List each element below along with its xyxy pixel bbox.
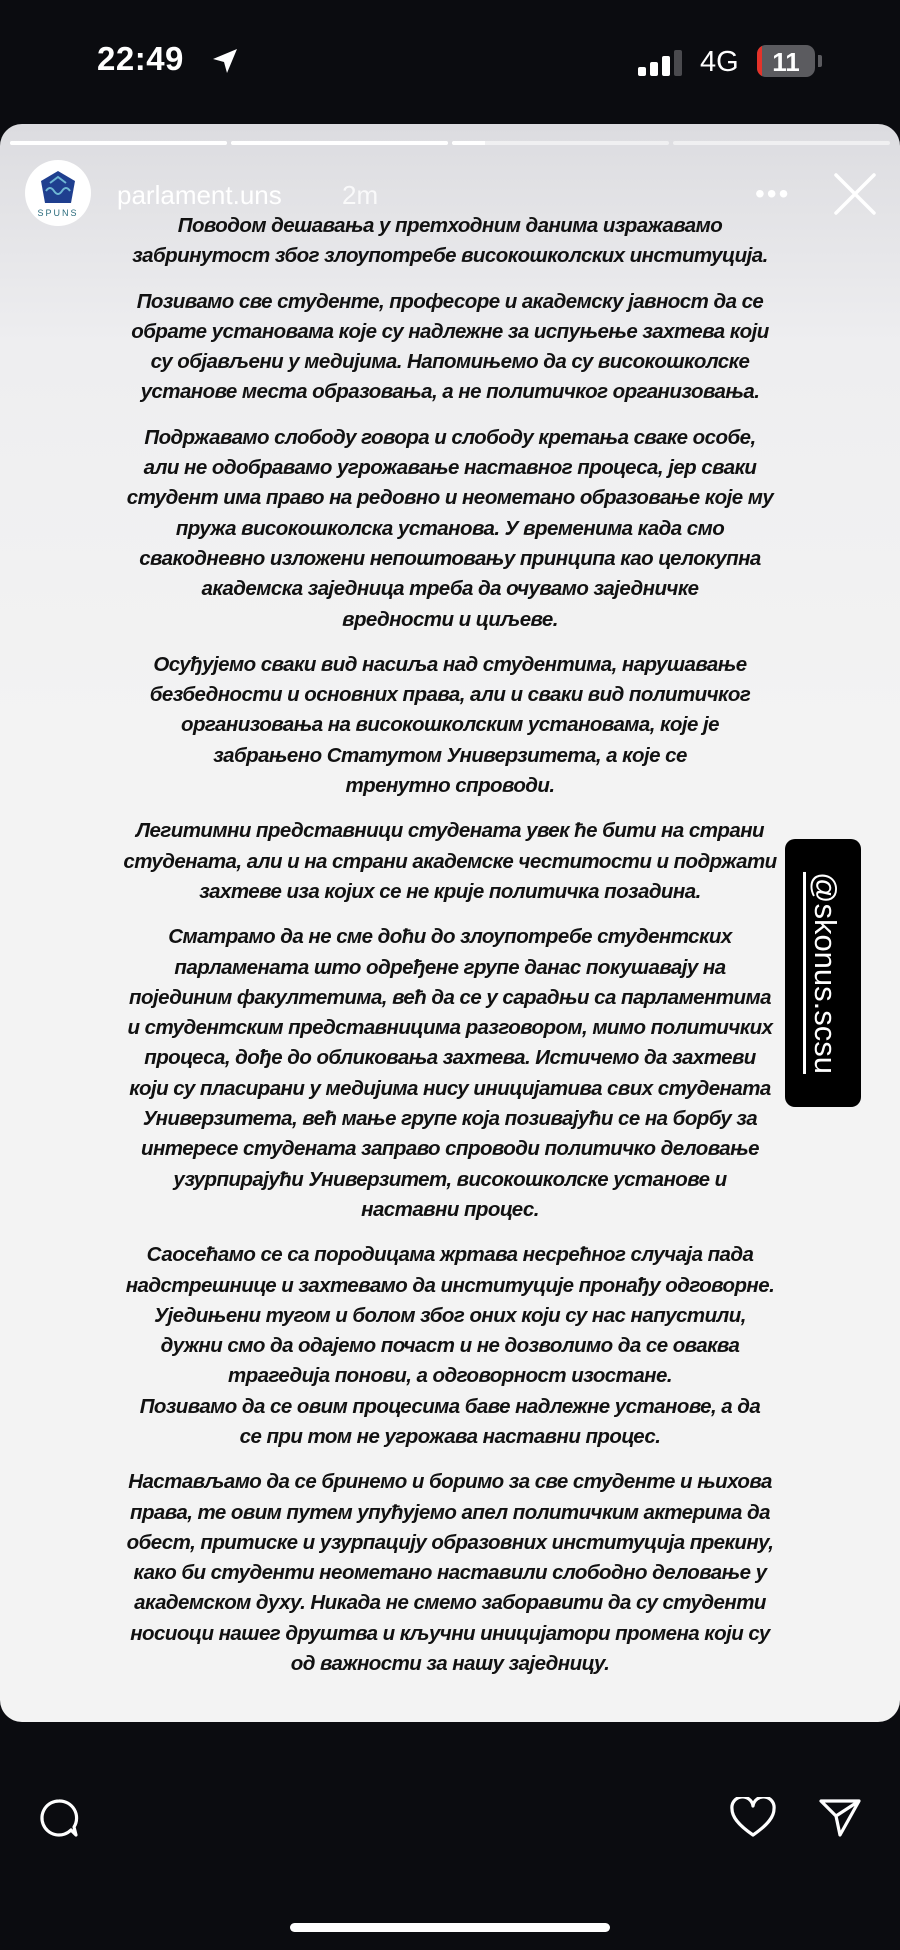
text-line: обест, притиске и узурпацију образовних институција прекину, <box>126 1530 774 1554</box>
text-line: студената, али и на страни академске честитости и подржати <box>123 849 777 873</box>
text-line: надстрешнице и захтевамо да институције пронађу одговорне. <box>125 1273 775 1297</box>
text-line: интересе студената заправо спроводи политичко деловање <box>140 1137 760 1161</box>
progress-segment <box>231 141 448 145</box>
home-indicator[interactable] <box>290 1923 610 1932</box>
text-line: права, те овим путем упућујемо апел политичким актерима да <box>129 1500 770 1524</box>
text-line: од важности за нашу заједницу. <box>290 1652 610 1676</box>
text-line: забрањено Статутом Универзитета, а које се <box>213 743 687 767</box>
text-line: процеса, дође до обликовања захтева. Истичемо да захтеви <box>144 1046 756 1070</box>
text-line: Легитимни представници студената увек ће бити на страни <box>135 819 765 843</box>
progress-segment <box>452 141 669 145</box>
story-username[interactable]: parlament.uns <box>117 180 282 210</box>
paragraph <box>60 423 840 635</box>
paragraph <box>60 922 840 1225</box>
text-line: Универзитета, већ мање групе која позивајући се на борбу за <box>142 1107 758 1131</box>
text-line: Поводом дешавања у претходним данима изражавамо <box>177 214 723 237</box>
text-line: вредности и циљеве. <box>342 607 558 631</box>
network-type: 4G <box>700 46 739 78</box>
text-line: обрате установама које су надлежне за испуњење захтева који <box>131 319 769 343</box>
progress-fill <box>10 141 227 145</box>
text-line: Позивамо све студенте, професоре и академску јавност да се <box>136 289 764 313</box>
battery-tip <box>818 55 822 67</box>
close-icon[interactable] <box>833 172 877 216</box>
mention-sticker[interactable] <box>785 839 861 1107</box>
text-line: Настављамо да се бринемо и боримо за све студенте и њихова <box>128 1470 772 1494</box>
text-line: Подржавамо слободу говора и слободу кретања сваке особе, <box>144 425 756 449</box>
text-line: који су пласирани у медијима нису иницијатива свих студената <box>129 1076 771 1100</box>
text-line: како би студенти неометано наставили слободно деловање у <box>133 1561 767 1585</box>
text-line: Саосећамо се са породицама жртава несрећног случаја пада <box>146 1243 754 1267</box>
story-progress <box>10 141 890 145</box>
text-line: тренутно спроводи. <box>345 774 555 798</box>
text-line: дужни смо да одајемо почаст и не дозволимо да се оваква <box>160 1334 740 1358</box>
avatar-logo-text: SPUNS <box>37 207 79 218</box>
progress-fill <box>231 141 448 145</box>
text-line: безбедности и основних права, али и сваки вид политичког <box>149 683 751 707</box>
text-line: пружа високошколска установа. У временима када смо <box>175 516 725 540</box>
more-options-button[interactable]: ••• <box>755 178 791 209</box>
text-line: се при том не угрожава наставни процес. <box>239 1424 661 1448</box>
text-line: Позивамо да се овим процесима баве надлежне установе, а да <box>139 1394 761 1418</box>
comment-icon[interactable] <box>38 1797 80 1839</box>
text-line: Сматрамо да не сме доћи до злоупотребе студентских <box>168 925 732 949</box>
paragraph <box>60 816 840 907</box>
send-icon[interactable] <box>818 1797 862 1839</box>
text-line: установе места образовања, а не политичког организовања. <box>140 380 760 404</box>
paragraph <box>60 1240 840 1452</box>
text-line: академском духу. Никада не смемо заборавити да су студенти <box>134 1591 766 1615</box>
story-card[interactable] <box>0 124 900 1722</box>
story-time-ago: 2m <box>342 180 379 210</box>
text-line: организовања на високошколским установама, које је <box>180 713 720 737</box>
text-line: су објављени у медијима. Напомињемо да су високошколске <box>150 350 750 374</box>
text-line: Уједињени тугом и болом због оних који су нас напустили, <box>154 1303 746 1327</box>
text-line: трагедија понови, а одговорност изостане. <box>227 1364 673 1388</box>
text-line: и студентским представницима разговором, мимо политичких <box>127 1016 773 1040</box>
mention-sticker-text: @skonus.scsu <box>803 872 843 1074</box>
paragraph <box>60 287 840 408</box>
status-time: 22:49 <box>97 40 184 77</box>
text-line: Осуђујемо сваки вид насиља над студентима, нарушавање <box>153 652 747 676</box>
statement-text <box>60 211 840 1679</box>
text-line: свакодневно изложени непоштовању принципа као целокупна <box>139 546 761 570</box>
progress-fill <box>452 141 485 145</box>
paragraph <box>60 1467 840 1679</box>
text-line: студент има право на редовно и неометано образовање које му <box>126 486 774 510</box>
text-line: наставни процес. <box>361 1197 539 1221</box>
progress-segment <box>10 141 227 145</box>
location-arrow-icon <box>210 46 240 76</box>
text-line: академска заједница треба да очувамо заједничке <box>201 577 699 601</box>
text-line: носиоци нашег друштва и кључни иницијатори промена који су <box>130 1621 770 1645</box>
text-line: забринутост због злоупотребе високошколских институција. <box>132 244 768 268</box>
paragraph <box>60 650 840 801</box>
spuns-logo-icon <box>38 169 78 207</box>
cellular-signal-icon <box>638 50 682 76</box>
progress-segment <box>673 141 890 145</box>
text-line: парламената што одређене групе данас покушавају на <box>174 955 726 979</box>
text-line: узурпирајући Универзитет, високошколске установе и <box>173 1167 727 1191</box>
text-line: захтеве иза којих се не крије политичка позадина. <box>199 879 701 903</box>
paragraph <box>60 211 840 272</box>
text-line: али не одобравамо угрожавање наставног процеса, јер сваки <box>143 456 757 480</box>
text-line: појединим факултетима, већ да се у сарадњи са парламентима <box>129 985 771 1009</box>
battery-icon <box>757 45 815 77</box>
battery-level: 11 <box>772 47 800 77</box>
heart-icon[interactable] <box>729 1797 777 1839</box>
